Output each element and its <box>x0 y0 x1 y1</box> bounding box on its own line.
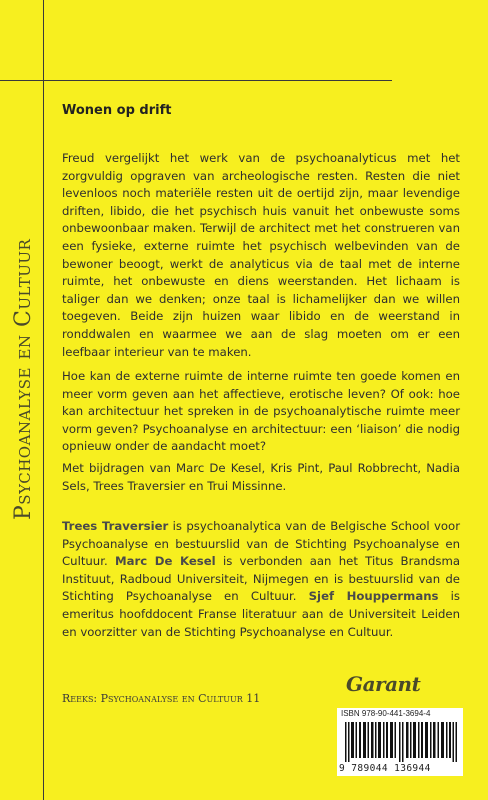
blurb-paragraph-2: Hoe kan de externe ruimte de interne ruimte ten goede komen en meer vorm geven aan het affectieve, erotische leven? Of ook: hoe kan architectuur het spreken in de psychoanalytische ruimte meer vorm geven? Psychoanalyse en architectuur: een ‘liaison’ die nodig opnieuw onder de aandacht moet? <box>62 369 460 454</box>
publisher-logo: Garant <box>346 672 421 696</box>
bio-text-1: is psychoanalytica van de Belgische School voor Psychoanalyse en bestuurslid van de Stichting Psychoanalyse en Cultuur. <box>62 519 460 569</box>
series-label: Reeks: Psychoanalyse en Cultuur <box>62 692 243 705</box>
barcode-icon <box>345 722 457 762</box>
author-bios <box>62 518 460 641</box>
contributors-paragraph: Met bijdragen van Marc De Kesel, Kris Pint, Paul Robbrecht, Nadia Sels, Trees Traversier en Trui Missinne. <box>62 461 460 493</box>
vertical-rule <box>43 0 44 800</box>
series-number: 11 <box>246 692 261 705</box>
horizontal-rule <box>0 80 392 81</box>
bio-name-1: Trees Traversier <box>62 519 169 533</box>
blurb-paragraph-1: Freud vergelijkt het werk van de psychoanalyticus met het zorgvuldig opgraven van archeologische resten. Resten die niet levenloos noch materiële resten uit de oertijd zijn, maar levendige driften, libido, die het psychisch huis vanuit het onbewuste soms onbewoonbaar maken. Terwijl de architect met het construeren van een fysieke, externe ruimte het psychisch welbevinden van de bewoner beoogt, werkt de analyticus via de taal met de interne ruimte, het onbewuste en diens weerstanden. Het lichaam is taliger dan we denken; onze taal is lichamelijker dan we willen toegeven. Beide zijn huizen waar libido en de weerstand in ronddwalen en waarmee we aan de slag moeten om er een leefbaar interieur van te maken. <box>62 151 460 359</box>
series-line <box>62 692 260 705</box>
spine-title: Psychoanalyse en Cultuur <box>11 238 36 520</box>
bio-name-3: Sjef Houppermans <box>308 589 439 604</box>
barcode-panel <box>337 708 463 776</box>
barcode-number: 9 789044 136944 <box>339 763 431 774</box>
bio-text-2: is verbonden aan het Titus Brandsma Instituut, Radboud Universiteit, Nijmegen en is bestuurslid van de Stichting Psychoanalyse en Cultuur. <box>62 554 460 604</box>
book-title: Wonen op drift <box>62 103 172 118</box>
bio-name-2: Marc De Kesel <box>114 554 216 569</box>
bio-text-3: is emeritus hoofddocent Franse literatuur aan de Universiteit Leiden en voorzitter van de Stichting Psychoanalyse en Cultuur. <box>62 589 460 639</box>
isbn-text: ISBN 978-90-441-3694-4 <box>341 709 431 718</box>
